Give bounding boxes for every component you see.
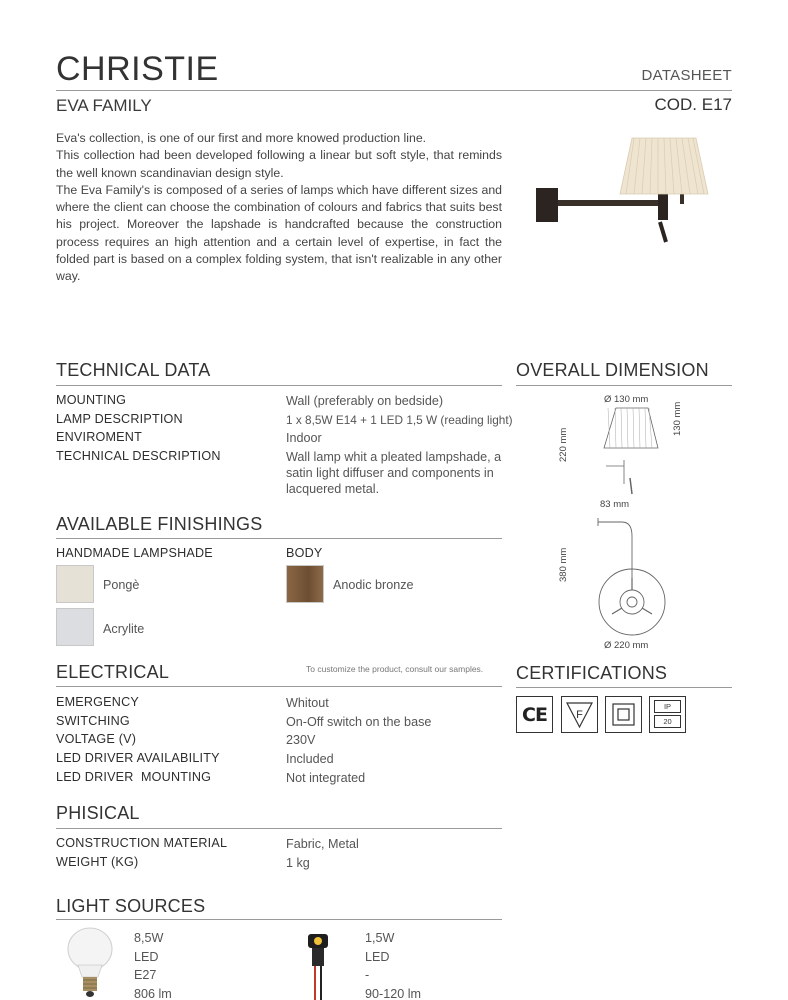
mini-led-icon	[308, 934, 328, 1000]
product-code: COD. E17	[654, 95, 732, 114]
electrical-value: 230V	[286, 733, 316, 747]
body-finish-name: Anodic bronze	[333, 578, 414, 592]
tech-label: TECHNICAL DESCRIPTION	[56, 449, 221, 463]
tech-label: MOUNTING	[56, 393, 127, 407]
certifications-divider	[516, 687, 732, 688]
ce-mark-icon	[516, 696, 553, 733]
electrical-title: ELECTRICAL	[56, 662, 170, 682]
side-height-label: 380 mm	[558, 547, 569, 582]
source-1-specs	[134, 929, 172, 1000]
finishings-title: AVAILABLE FINISHINGS	[56, 514, 263, 534]
base-diameter-label: Ø 220 mm	[604, 640, 649, 651]
body-swatch-anodic-bronze[interactable]	[286, 565, 324, 603]
shade-diameter-label: Ø 130 mm	[604, 394, 649, 405]
physical-title: PHISICAL	[56, 803, 140, 823]
lamp-side-drawing	[598, 518, 665, 635]
source-flux: 806 lm	[134, 986, 172, 1000]
ip-label: IP	[654, 700, 681, 713]
ce-mark-text: CE	[522, 703, 547, 726]
light-sources-divider	[56, 919, 502, 920]
physical-divider	[56, 828, 502, 829]
intro-paragraph: This collection had been developed following a linear but soft style, that reminds the well known scandinavian design style.	[56, 148, 502, 180]
family-subtitle: EVA FAMILY	[56, 96, 152, 115]
source-socket: -	[365, 968, 370, 982]
ip20-icon	[649, 696, 686, 733]
electrical-label: LED DRIVER MOUNTING	[56, 770, 212, 784]
f-mark-text: F	[576, 709, 583, 721]
electrical-value: Included	[286, 752, 334, 766]
f-triangle-graphic	[562, 697, 597, 732]
tech-value: 1 x 8,5W E14 + 1 LED 1,5 W (reading light)	[286, 413, 513, 427]
source-flux: 90-120 lm	[365, 986, 422, 1000]
electrical-label: SWITCHING	[56, 714, 130, 728]
intro-paragraph: Eva's collection, is one of our first and more knowed production line.	[56, 131, 427, 145]
bulb-image	[62, 925, 118, 1000]
header-divider	[56, 90, 732, 91]
class-ii-icon	[605, 696, 642, 733]
shade-height-label: 130 mm	[672, 401, 683, 436]
led-bulb-icon	[68, 928, 112, 997]
source-socket: E27	[134, 968, 157, 982]
source-type: LED	[365, 949, 390, 964]
dimension-divider	[516, 385, 732, 386]
product-photo	[530, 130, 720, 250]
lampshade-name: Pongè	[103, 578, 140, 592]
electrical-value: Whitout	[286, 696, 329, 710]
lampshade-header: HANDMADE LAMPSHADE	[56, 546, 213, 560]
body-header: BODY	[286, 546, 323, 560]
intro-text	[56, 130, 502, 286]
lampshade-swatch-acrylite[interactable]	[56, 608, 94, 646]
lampshade-swatch-ponge[interactable]	[56, 565, 94, 603]
led-chip-image	[300, 930, 336, 1000]
front-view-drawing	[596, 404, 676, 500]
electrical-value: On-Off switch on the base	[286, 715, 432, 729]
source-power: 8,5W	[134, 931, 164, 945]
physical-value: 1 kg	[286, 856, 310, 870]
electrical-value: Not integrated	[286, 771, 366, 785]
light-sources-title: LIGHT SOURCES	[56, 896, 206, 916]
overall-dimension-title: OVERALL DIMENSION	[516, 360, 709, 380]
electrical-label: VOLTAGE (V)	[56, 732, 137, 746]
arm-offset-label: 83 mm	[600, 499, 630, 510]
finishings-divider	[56, 538, 502, 539]
technical-data-title: TECHNICAL DATA	[56, 360, 211, 380]
tech-value: Wall lamp whit a pleated lampshade, a satin light diffuser and components in lacquered metal.	[286, 450, 502, 496]
side-view-drawing	[592, 510, 672, 640]
lamp-front-drawing	[604, 408, 658, 494]
lampshade-name: Acrylite	[103, 622, 145, 636]
ip-value: 20	[654, 715, 681, 728]
tech-label: ENVIROMENT	[56, 430, 142, 444]
class-ii-graphic	[606, 697, 641, 732]
intro-paragraph: The Eva Family's is composed of a series of lamps which have different sizes and where the client can choose the combination of colours and fabrics that suits best his project. Moreover the lapshade is handcrafted because the construction process requires an high attention and a certain level of expertise, in fact the folded part is based on a complex folding system, that isn't realizable in any other way.	[56, 182, 502, 284]
customize-note: To customize the product, consult our samples.	[306, 664, 484, 674]
technical-divider	[56, 385, 502, 386]
electrical-label: EMERGENCY	[56, 695, 139, 709]
doc-type-label: DATASHEET	[641, 67, 732, 84]
physical-label: WEIGHT (KG)	[56, 855, 139, 869]
tech-value: Indoor	[286, 431, 322, 445]
source-type: LED	[134, 949, 159, 964]
electrical-label: LED DRIVER AVAILABILITY	[56, 751, 220, 765]
product-title: CHRISTIE	[56, 50, 219, 88]
physical-label: CONSTRUCTION MATERIAL	[56, 836, 228, 850]
total-height-label: 220 mm	[558, 427, 569, 462]
certifications-title: CERTIFICATIONS	[516, 663, 668, 683]
source-2-specs	[365, 929, 421, 1000]
tech-value: Wall (preferably on bedside)	[286, 394, 444, 408]
f-triangle-icon	[561, 696, 598, 733]
wall-lamp-image	[536, 138, 708, 242]
physical-value: Fabric, Metal	[286, 837, 359, 851]
source-power: 1,5W	[365, 931, 395, 945]
tech-label: LAMP DESCRIPTION	[56, 412, 183, 426]
electrical-divider	[56, 686, 502, 687]
